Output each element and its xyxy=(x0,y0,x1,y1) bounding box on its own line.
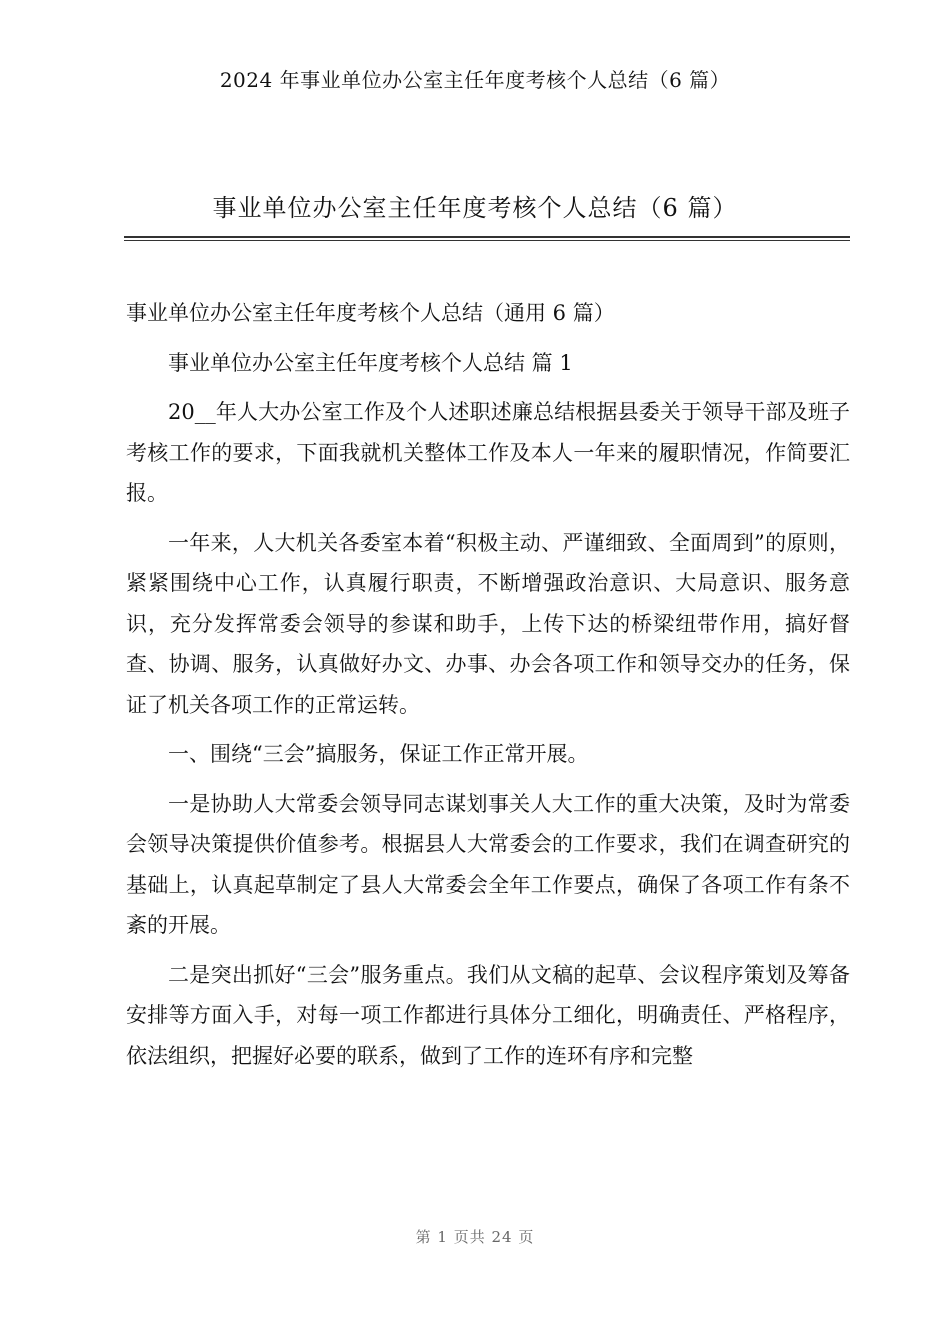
page-number: 第 1 页共 24 页 xyxy=(415,1228,535,1246)
paragraph: 一年来，人大机关各委室本着“积极主动、严谨细致、全面周到”的原则，紧紧围绕中心工作，认真履行职责，不断增强政治意识、大局意识、服务意识，充分发挥常委会领导的参谋和助手，上传下达的桥梁纽带作用，搞好督查、协调、服务，认真做好办文、办事、办会各项工作和领导交办的任务，保证了机关各项工作的正常运转。 xyxy=(126,530,850,717)
paragraph-subtitle: 事业单位办公室主任年度考核个人总结（通用 6 篇） xyxy=(126,301,615,325)
paragraph: 二是突出抓好“三会”服务重点。我们从文稿的起草、会议程序策划及筹备安排等方面入手，对每一项工作都进行具体分工细化，明确责任、严格程序，依法组织，把握好必要的联系，做到了工作的连环有序和完整 xyxy=(126,962,850,1068)
title-divider xyxy=(124,236,850,241)
page-header: 2024 年事业单位办公室主任年度考核个人总结（6 篇） xyxy=(219,68,731,92)
paragraph: 20__年人大办公室工作及个人述职述廉总结根据县委关于领导干部及班子考核工作的要求，下面我就机关整体工作及本人一年来的履职情况，作简要汇报。 xyxy=(126,400,850,505)
paragraph-heading: 一、围绕“三会”搞服务，保证工作正常开展。 xyxy=(168,742,589,766)
document-body xyxy=(126,293,850,1085)
paragraph-section-heading: 事业单位办公室主任年度考核个人总结 篇 1 xyxy=(168,350,573,375)
paragraph: 一是协助人大常委会领导同志谋划事关人大工作的重大决策，及时为常委会领导决策提供价值参考。根据县人大常委会的工作要求，我们在调查研究的基础上，认真起草制定了县人大常委会全年工作要点，确保了各项工作有条不紊的开展。 xyxy=(126,791,850,937)
document-title: 事业单位办公室主任年度考核个人总结（6 篇） xyxy=(212,194,738,222)
